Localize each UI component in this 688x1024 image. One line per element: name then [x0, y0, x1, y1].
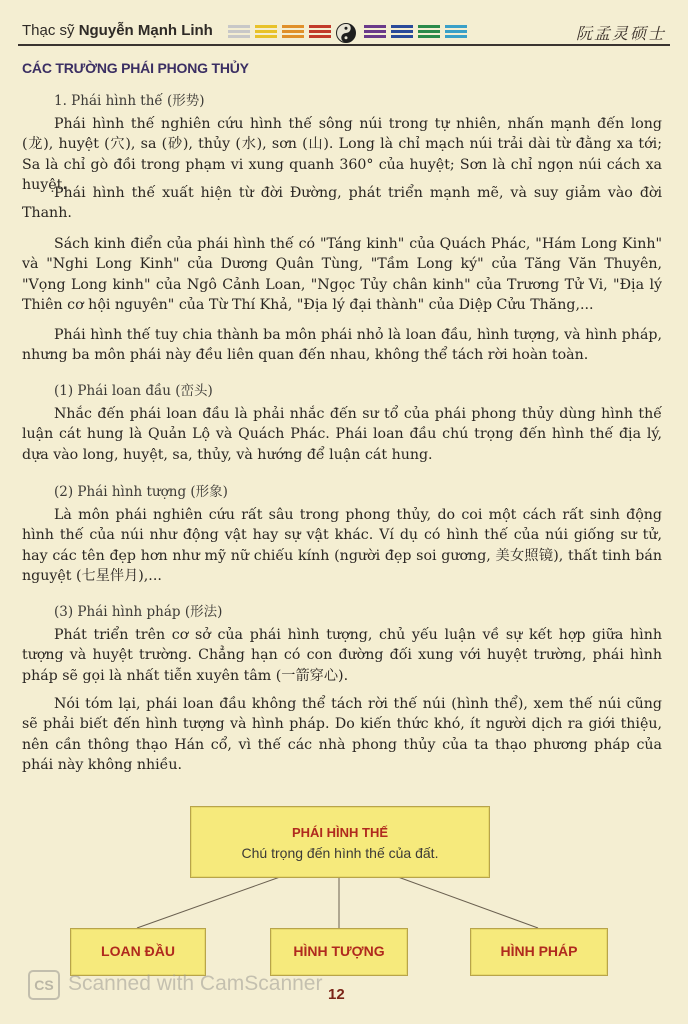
paragraph: Phái hình thế xuất hiện từ đời Đường, phát triển mạnh mẽ, và suy giảm vào đời Thanh.	[22, 185, 662, 222]
header-divider	[18, 44, 670, 46]
diagram-root-title: PHÁI HÌNH THẾ	[291, 825, 389, 840]
paragraph: Nói tóm lại, phái loan đầu không thể tách rời thế núi (hình thể), xem thế núi cũng sẽ phải biết đến hình tượng và hình pháp. Do kiến thức khó, ít người dịch ra giới thiệu, nên cần thông thạo Hán cổ, vì thế các nhà phong thủy của ta thạo phương pháp của phái này không nhiều.	[22, 696, 662, 774]
trigram-icon	[445, 25, 467, 40]
hierarchy-diagram	[60, 800, 620, 980]
diagram-child-box	[270, 928, 408, 976]
camscanner-logo-icon: CS	[28, 970, 60, 1000]
diagram-root-subtitle: Chú trọng đến hình thế của đất.	[241, 845, 439, 861]
trigram-icon	[364, 25, 386, 40]
trigram-icon	[418, 25, 440, 40]
page-header	[18, 18, 670, 46]
diagram-child-label: LOAN ĐẦU	[101, 943, 175, 959]
trigram-icon	[228, 25, 250, 40]
subheading-hinh-the: 1. Phái hình thế (形势)	[54, 93, 205, 109]
watermark-text: Scanned with CamScanner	[68, 972, 323, 995]
subheading-hinh-phap: (3) Phái hình pháp (形法)	[54, 604, 223, 620]
author-prefix: Thạc sỹ	[22, 22, 79, 39]
yin-yang-icon	[336, 23, 356, 43]
diagram-child-label: HÌNH PHÁP	[500, 943, 578, 959]
paragraph: Sách kinh điển của phái hình thế có "Táng kinh" của Quách Phác, "Hám Long Kinh" và "Nghi Long Kinh" của Dương Quân Tùng, "Tầm Long ký" của Tăng Văn Thuyên, "Vọng Long kinh" của Ngô Cảnh Loan, "Ngọc Tủy chân kinh" của Trương Tử Vi, "Địa lý Thiên cơ hội nguyên" của Từ Thí Khả, "Địa lý đại thành" của Diệp Cửu Thăng,...	[22, 236, 662, 314]
trigram-icon	[391, 25, 413, 40]
paragraph: Nhắc đến phái loan đầu là phải nhắc đến sư tổ của phái phong thủy dùng hình thế luận cát hung là Quản Lộ và Quách Phác. Phái loan đầu chú trọng đến hình thế địa lý, dựa vào long, huyệt, sa, thủy, và hướng để luận cát hung.	[22, 406, 662, 463]
paragraph: Phái hình thế tuy chia thành ba môn phái nhỏ là loan đầu, hình tượng, và hình pháp, nhưng ba môn phái này đều liên quan đến nhau, không thể tách rời hoàn toàn.	[22, 327, 662, 364]
trigram-icon	[282, 25, 304, 40]
page-number: 12	[328, 986, 345, 1003]
calligraphy-seal: 阮孟灵硕士	[575, 24, 666, 43]
diagram-child-label: HÌNH TƯỢNG	[293, 943, 385, 959]
subheading-loan-dau: (1) Phái loan đầu (峦头)	[54, 383, 213, 399]
subheading-hinh-tuong: (2) Phái hình tượng (形象)	[54, 484, 228, 500]
diagram-child-box	[70, 928, 206, 976]
paragraph: Là môn phái nghiên cứu rất sâu trong phong thủy, do coi một cách rất sinh động hình thế của núi như động vật hay sự vật khác. Ví dụ có hình thế của núi giống sư tử, hay các tên đẹp hơn như mỹ nữ chiếu kính (người đẹp soi gương, 美女照镜), thất tinh bán nguyệt (七星伴月),...	[22, 507, 662, 585]
trigram-ornament	[228, 23, 476, 43]
section-title: CÁC TRƯỜNG PHÁI PHONG THỦY	[22, 60, 249, 76]
paragraph: Phát triển trên cơ sở của phái hình tượng, chủ yếu luận về sự kết hợp giữa hình tượng và huyệt trường. Chẳng hạn có con đường đối xung với huyệt trường, phái hình pháp sẽ gọi là nhất tiễn xuyên tâm (一箭穿心).	[22, 627, 662, 684]
diagram-root-box	[190, 806, 490, 878]
trigram-icon	[255, 25, 277, 40]
trigram-icon	[309, 25, 331, 40]
paragraph: Phái hình thế nghiên cứu hình thế sông núi trong tự nhiên, nhấn mạnh đến long (龙), huyệt (穴), sa (砂), thủy (水), sơn (山). Long là chỉ mạch núi trải dài từ đằng xa tới; Sa là chỉ gò đồi trong phạm vi xung quanh 360° của huyệt; Sơn là chỉ ngọn núi cách xa huyệt.	[22, 116, 662, 194]
author-credit	[22, 22, 213, 39]
author-name: Nguyễn Mạnh Linh	[78, 22, 213, 39]
diagram-child-box	[470, 928, 608, 976]
